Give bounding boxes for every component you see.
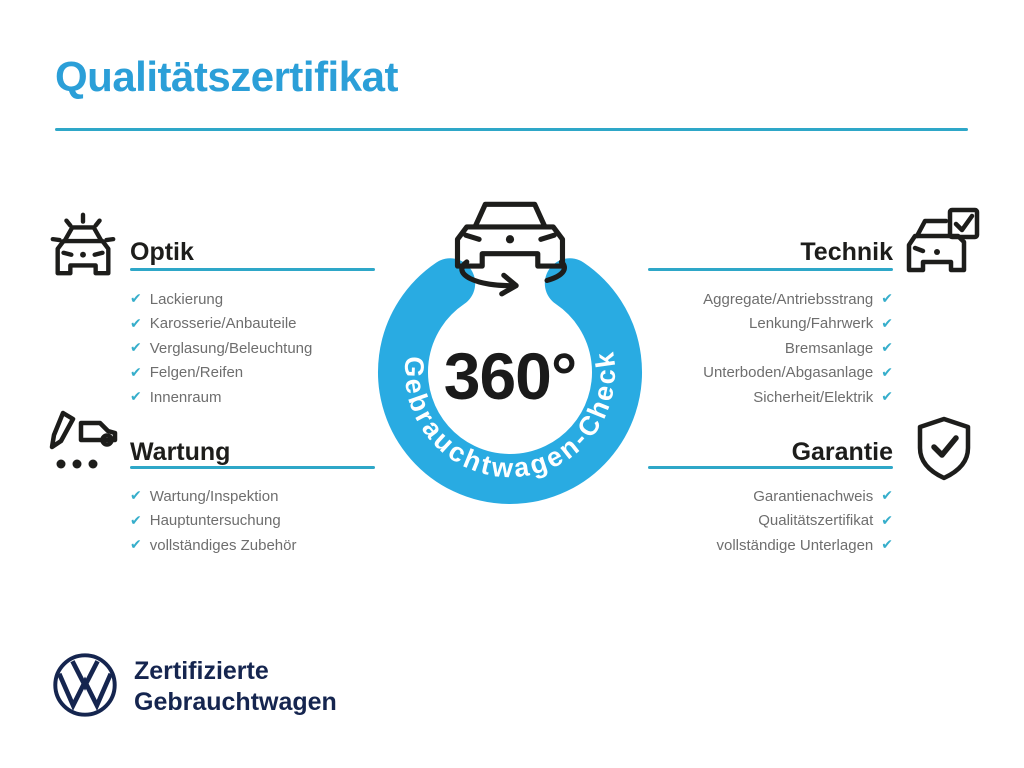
check-item-label: Qualitätszertifikat: [758, 512, 874, 530]
check-item: [758, 509, 893, 534]
check-item: [130, 533, 297, 558]
check-icon: ✔: [130, 315, 142, 332]
garantie-check-list: [716, 484, 893, 558]
check-icon: ✔: [130, 340, 142, 357]
check-item-label: Sicherheit/Elektrik: [753, 388, 874, 406]
check-item: [130, 509, 297, 534]
check-icon: ✔: [130, 291, 142, 308]
section-rule-technik: [648, 268, 893, 271]
section-rule-optik: [130, 268, 375, 271]
check-item-label: Garantienachweis: [753, 487, 874, 505]
service-checklist-icon: [44, 406, 122, 482]
section-rule-garantie: [648, 466, 893, 469]
check-item-label: Unterboden/Abgasanlage: [703, 364, 874, 382]
check-icon: ✔: [881, 315, 893, 332]
footer-line1: Zertifizierte: [134, 657, 269, 685]
check-item: [753, 484, 893, 509]
check-item-label: Hauptuntersuchung: [149, 512, 281, 530]
shield-check-icon: [913, 415, 975, 483]
check-icon: ✔: [881, 537, 893, 554]
check-icon: ✔: [881, 364, 893, 381]
check-item-label: vollständige Unterlagen: [716, 536, 874, 554]
check-item-label: Lackierung: [149, 290, 224, 308]
section-rule-wartung: [130, 466, 375, 469]
check-item: [130, 336, 312, 361]
check-icon: ✔: [881, 488, 893, 505]
car-rotation-360-icon: [440, 194, 580, 300]
check-icon: ✔: [130, 364, 142, 381]
check-item-label: Bremsanlage: [784, 339, 874, 357]
footer-line2: Gebrauchtwagen: [134, 688, 337, 716]
technik-check-list: [703, 287, 893, 410]
check-icon: ✔: [881, 340, 893, 357]
badge-360-label: 360°: [443, 339, 577, 413]
car-shine-icon: [46, 208, 120, 280]
check-item: [703, 361, 893, 386]
check-item: [130, 361, 312, 386]
title-divider: [55, 128, 968, 131]
optik-check-list: [130, 287, 312, 410]
check-icon: ✔: [881, 291, 893, 308]
vw-logo: [52, 652, 118, 718]
section-title-technik: Technik: [800, 238, 893, 266]
check-item: [130, 484, 297, 509]
wartung-check-list: [130, 484, 297, 558]
check-item: [130, 385, 312, 410]
footer-brand-text: [134, 656, 337, 718]
section-title-optik: Optik: [130, 238, 194, 266]
check-item-label: Wartung/Inspektion: [149, 487, 279, 505]
page-title: Qualitätszertifikat: [55, 53, 398, 100]
check-icon: ✔: [130, 512, 142, 529]
check-item-label: Aggregate/Antriebsstrang: [703, 290, 874, 308]
check-icon: ✔: [881, 512, 893, 529]
check-icon: ✔: [130, 537, 142, 554]
check-item-label: Karosserie/Anbauteile: [149, 315, 297, 333]
check-item-label: Innenraum: [149, 388, 222, 406]
check-item: [716, 533, 893, 558]
ring-curved-text: Gebrauchtwagen-Check: [398, 347, 622, 484]
check-icon: ✔: [130, 488, 142, 505]
check-item: [130, 287, 312, 312]
check-item: [785, 336, 893, 361]
check-item: [749, 312, 893, 337]
check-icon: ✔: [881, 389, 893, 406]
check-item-label: vollständiges Zubehör: [149, 536, 297, 554]
check-icon: ✔: [130, 389, 142, 406]
check-item: [753, 385, 893, 410]
check-item-label: Lenkung/Fahrwerk: [749, 315, 874, 333]
section-title-garantie: Garantie: [791, 438, 893, 466]
check-item-label: Verglasung/Beleuchtung: [149, 339, 313, 357]
car-checkbox-icon: [904, 206, 980, 280]
check-item: [703, 287, 893, 312]
check-item: [130, 312, 312, 337]
check-item-label: Felgen/Reifen: [149, 364, 244, 382]
section-title-wartung: Wartung: [130, 438, 231, 466]
